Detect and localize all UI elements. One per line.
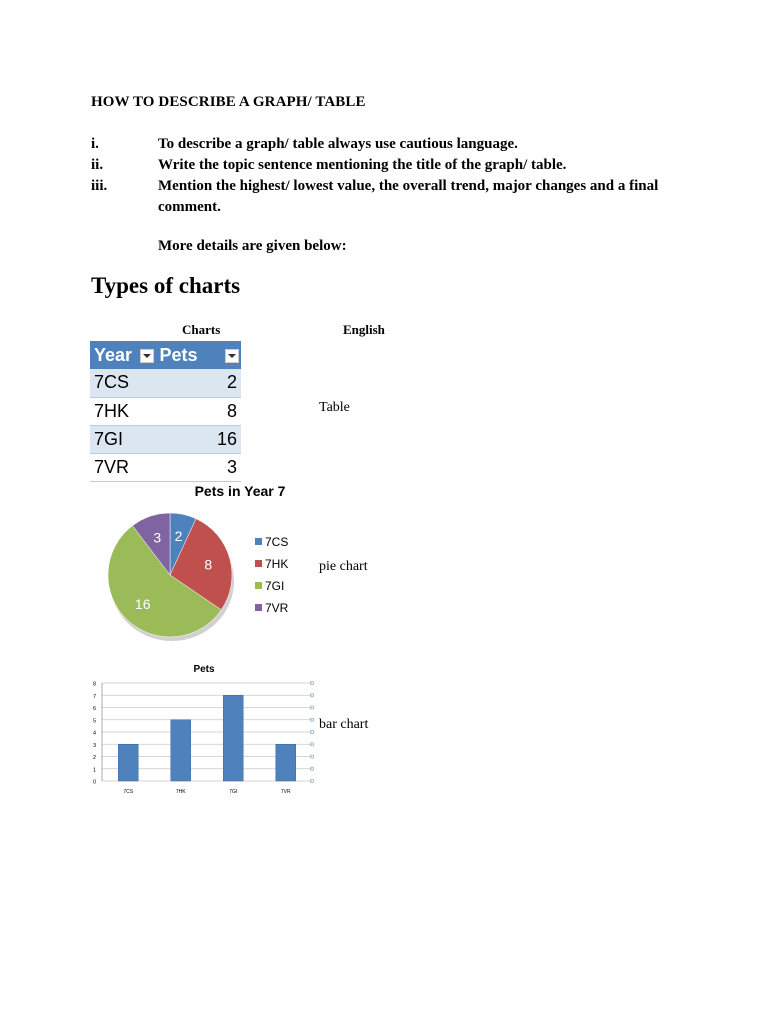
y-tick-label: 5 bbox=[92, 718, 96, 725]
bar-chart-title: Pets bbox=[193, 664, 215, 675]
label-table: Table bbox=[319, 400, 350, 415]
bar bbox=[276, 744, 296, 781]
legend-entry: 7VR bbox=[265, 601, 289, 615]
list-item bbox=[91, 134, 678, 155]
y-tick-label: 2 bbox=[92, 755, 96, 761]
y-tick-label: 8 bbox=[92, 681, 96, 688]
legend-entry: 7GI bbox=[265, 579, 285, 593]
y-tick-label: 0 bbox=[92, 779, 96, 786]
list-number: ii. bbox=[91, 157, 104, 173]
table-cell-pets: 2 bbox=[226, 372, 237, 393]
table-row bbox=[90, 425, 241, 453]
table-row bbox=[90, 397, 241, 425]
more-details-text: More details are given below: bbox=[158, 238, 347, 254]
pie-data-label: 8 bbox=[204, 556, 213, 573]
section-title: Types of charts bbox=[91, 273, 241, 298]
column-header-charts: Charts bbox=[182, 322, 221, 337]
y-tick-label: 6 bbox=[92, 706, 96, 712]
label-bar: bar chart bbox=[319, 717, 369, 732]
x-tick-label: 7CS bbox=[123, 789, 134, 795]
bar-chart bbox=[88, 660, 318, 800]
label-pie: pie chart bbox=[319, 559, 368, 574]
table-header-cell bbox=[90, 341, 156, 369]
bar bbox=[223, 695, 243, 781]
x-tick-label: 7VR bbox=[280, 789, 291, 795]
table-cell-pets: 8 bbox=[226, 400, 237, 421]
table-cell-year: 7HK bbox=[94, 400, 130, 421]
legend-swatch bbox=[255, 560, 262, 567]
steps-list bbox=[91, 134, 678, 218]
header-pets: Pets bbox=[159, 344, 198, 365]
y-tick-label: 1 bbox=[92, 767, 96, 774]
pie-chart bbox=[90, 478, 310, 658]
list-number: i. bbox=[91, 136, 99, 152]
bar bbox=[171, 720, 191, 781]
list-item bbox=[91, 155, 678, 176]
y-tick-label: 4 bbox=[92, 730, 96, 737]
x-tick-label: 7HK bbox=[175, 789, 186, 795]
list-item bbox=[91, 176, 678, 218]
y-tick-label: 7 bbox=[92, 693, 96, 700]
header-year: Year bbox=[94, 344, 133, 365]
list-text: To describe a graph/ table always use cautious language. bbox=[158, 136, 518, 152]
list-text: Mention the highest/ lowest value, the overall trend, major changes and a final comment. bbox=[158, 178, 659, 215]
legend-swatch bbox=[255, 604, 262, 611]
pets-table bbox=[90, 341, 241, 482]
table-row bbox=[90, 369, 241, 397]
table-header-cell bbox=[156, 341, 241, 369]
document-heading: HOW TO DESCRIBE A GRAPH/ TABLE bbox=[91, 94, 366, 110]
filter-dropdown-icon[interactable] bbox=[140, 349, 154, 363]
table-cell-year: 7VR bbox=[94, 456, 130, 477]
x-tick-label: 7GI bbox=[229, 789, 238, 795]
y-tick-label: 3 bbox=[92, 742, 96, 749]
pie-data-label: 2 bbox=[174, 528, 183, 545]
legend-entry: 7HK bbox=[265, 557, 289, 571]
table-row bbox=[90, 453, 241, 481]
pie-data-label: 3 bbox=[153, 529, 162, 546]
table-header-row bbox=[90, 341, 241, 369]
table-cell-year: 7CS bbox=[94, 372, 130, 393]
bar bbox=[118, 744, 138, 781]
filter-dropdown-icon[interactable] bbox=[225, 349, 239, 363]
legend-swatch bbox=[255, 582, 262, 589]
legend-entry: 7CS bbox=[265, 535, 289, 549]
pie-data-label: 16 bbox=[134, 595, 151, 612]
pie-chart-title: Pets in Year 7 bbox=[194, 483, 286, 499]
table-cell-pets: 3 bbox=[226, 456, 237, 477]
list-text: Write the topic sentence mentioning the title of the graph/ table. bbox=[158, 157, 567, 173]
table-cell-pets: 16 bbox=[216, 428, 237, 449]
list-number: iii. bbox=[91, 178, 108, 194]
legend-swatch bbox=[255, 538, 262, 545]
table-cell-year: 7GI bbox=[94, 428, 124, 449]
column-header-english: English bbox=[343, 322, 385, 337]
